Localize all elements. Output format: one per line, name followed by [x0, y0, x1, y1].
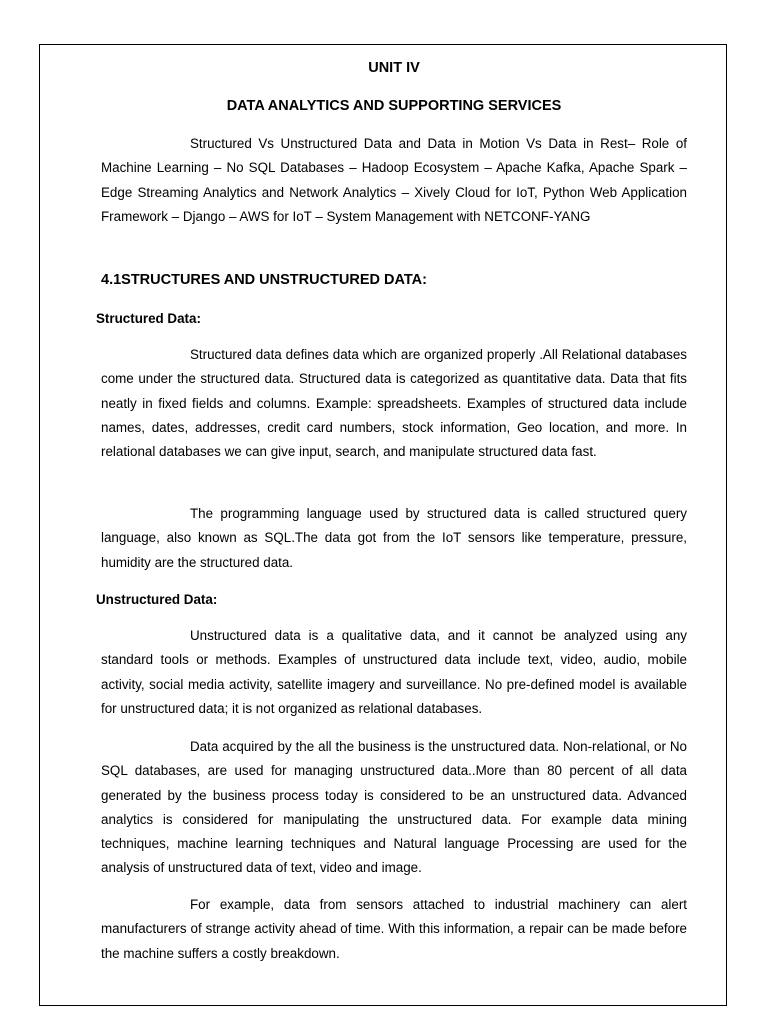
structured-paragraph-1: Structured data defines data which are organized properly .All Relational databases come under the structured data. Structured data is categorized as quantitative data. Data that fits neatly in fixed fields and columns. Example: spreadsheets. Examples of structured data include names, dates, addresses, credit card numbers, stock information, Geo location, and more. In relational databases we can give input, search, and manipulate structured data fast. [101, 347, 687, 460]
main-title: DATA ANALYTICS AND SUPPORTING SERVICES [226, 98, 562, 114]
structured-paragraph-2: The programming language used by structured data is called structured query language, also known as SQL.The data got from the IoT sensors like temperature, pressure, humidity are the structured data. [101, 506, 687, 570]
unstructured-paragraph-1: Unstructured data is a qualitative data, and it cannot be analyzed using any standard tools or methods. Examples of unstructured data include text, video, audio, mobile activity, social media activity, satellite imagery and surveillance. No pre-defined model is available for unstructured data; it is not organized as relational databases. [101, 628, 687, 716]
syllabus-paragraph: Structured Vs Unstructured Data and Data in Motion Vs Data in Rest– Role of Machine Learning – No SQL Databases – Hadoop Ecosystem – Apache Kafka, Apache Spark – Edge Streaming Analytics and Network Analytics – Xively Cloud for IoT, Python Web Application Framework – Django – AWS for IoT – System Management with NETCONF-YANG [101, 136, 687, 224]
structured-data-heading: Structured Data: [96, 311, 201, 326]
unit-title: UNIT IV [368, 60, 420, 76]
section-heading: 4.1STRUCTURES AND UNSTRUCTURED DATA: [101, 272, 427, 288]
unstructured-data-heading: Unstructured Data: [96, 592, 218, 607]
unstructured-paragraph-3: For example, data from sensors attached to industrial machinery can alert manufacturers of strange activity ahead of time. With this information, a repair can be made before the machine suffers a costly breakdown. [101, 897, 687, 961]
unstructured-paragraph-2: Data acquired by the all the business is the unstructured data. Non-relational, or No SQL databases, are used for managing unstructured data..More than 80 percent of all data generated by the business process today is considered to be an unstructured data. Advanced analytics is considered for manipulating the unstructured data. For example data mining techniques, machine learning techniques and Natural language Processing are used for the analysis of unstructured data of text, video and image. [101, 739, 687, 876]
